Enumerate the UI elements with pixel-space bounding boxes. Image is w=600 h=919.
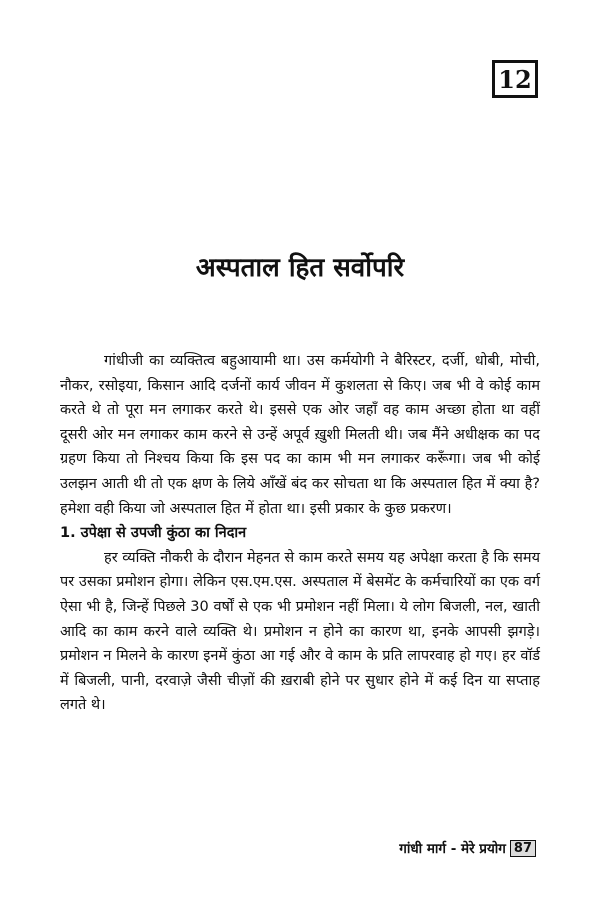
- section-heading: 1. उपेक्षा से उपजी कुंठा का निदान: [60, 525, 247, 542]
- chapter-number: 12: [498, 64, 532, 94]
- page-number: 87: [510, 840, 536, 857]
- section-paragraph: हर व्यक्ति नौकरी के दौरान मेहनत से काम करते समय यह अपेक्षा करता है कि समय पर उसका प्रमोशन होगा। लेकिन एस.एम.एस. अस्पताल में बेसमेंट के कर्मचारियों का एक वर्ग ऐसा भी है, जिन्हें पिछले 30 वर्षों से एक भी प्रमोशन नहीं मिला। ये लोग बिजली, नल, खाती आदि का काम करने वाले व्यक्ति थे। प्रमोशन न होने का कारण था, इनके आपसी झगड़े। प्रमोशन न मिलने के कारण इनमें कुंठा आ गई और वे काम के प्रति लापरवाह हो गए। हर वॉर्ड में बिजली, पानी, दरवाज़े जैसी चीज़ों की ख़राबी होने पर सुधार होने में कई दिन या सप्ताह लगते थे।: [60, 549, 540, 714]
- page-footer: [399, 839, 536, 857]
- chapter-number-box: [492, 60, 538, 98]
- body-text: [60, 349, 540, 718]
- page-title: अस्पताल हित सर्वोपरि: [195, 253, 405, 283]
- running-title: गांधी मार्ग - मेरे प्रयोग: [399, 841, 506, 857]
- intro-paragraph: गांधीजी का व्यक्तित्व बहुआयामी था। उस कर्मयोगी ने बैरिस्टर, दर्जी, धोबी, मोची, नौकर, रसोइया, किसान आदि दर्जनों कार्य जीवन में कुशलता से किए। जब भी वे कोई काम करते थे तो पूरा मन लगाकर करते थे। इससे एक ओर जहाँ वह काम अच्छा होता था वहीं दूसरी ओर मन लगाकर काम करने से उन्हें अपूर्व ख़ुशी मिलती थी। जब मैंने अधीक्षक का पद ग्रहण किया तो निश्चय किया कि इस पद का काम भी मन लगाकर करूँगा। जब भी कोई उलझन आती थी तो एक क्षण के लिये आँखें बंद कर सोचता था कि अस्पताल हित में क्या है? हमेशा वही किया जो अस्पताल हित में होता था। इसी प्रकार के कुछ प्रकरण।: [60, 353, 540, 517]
